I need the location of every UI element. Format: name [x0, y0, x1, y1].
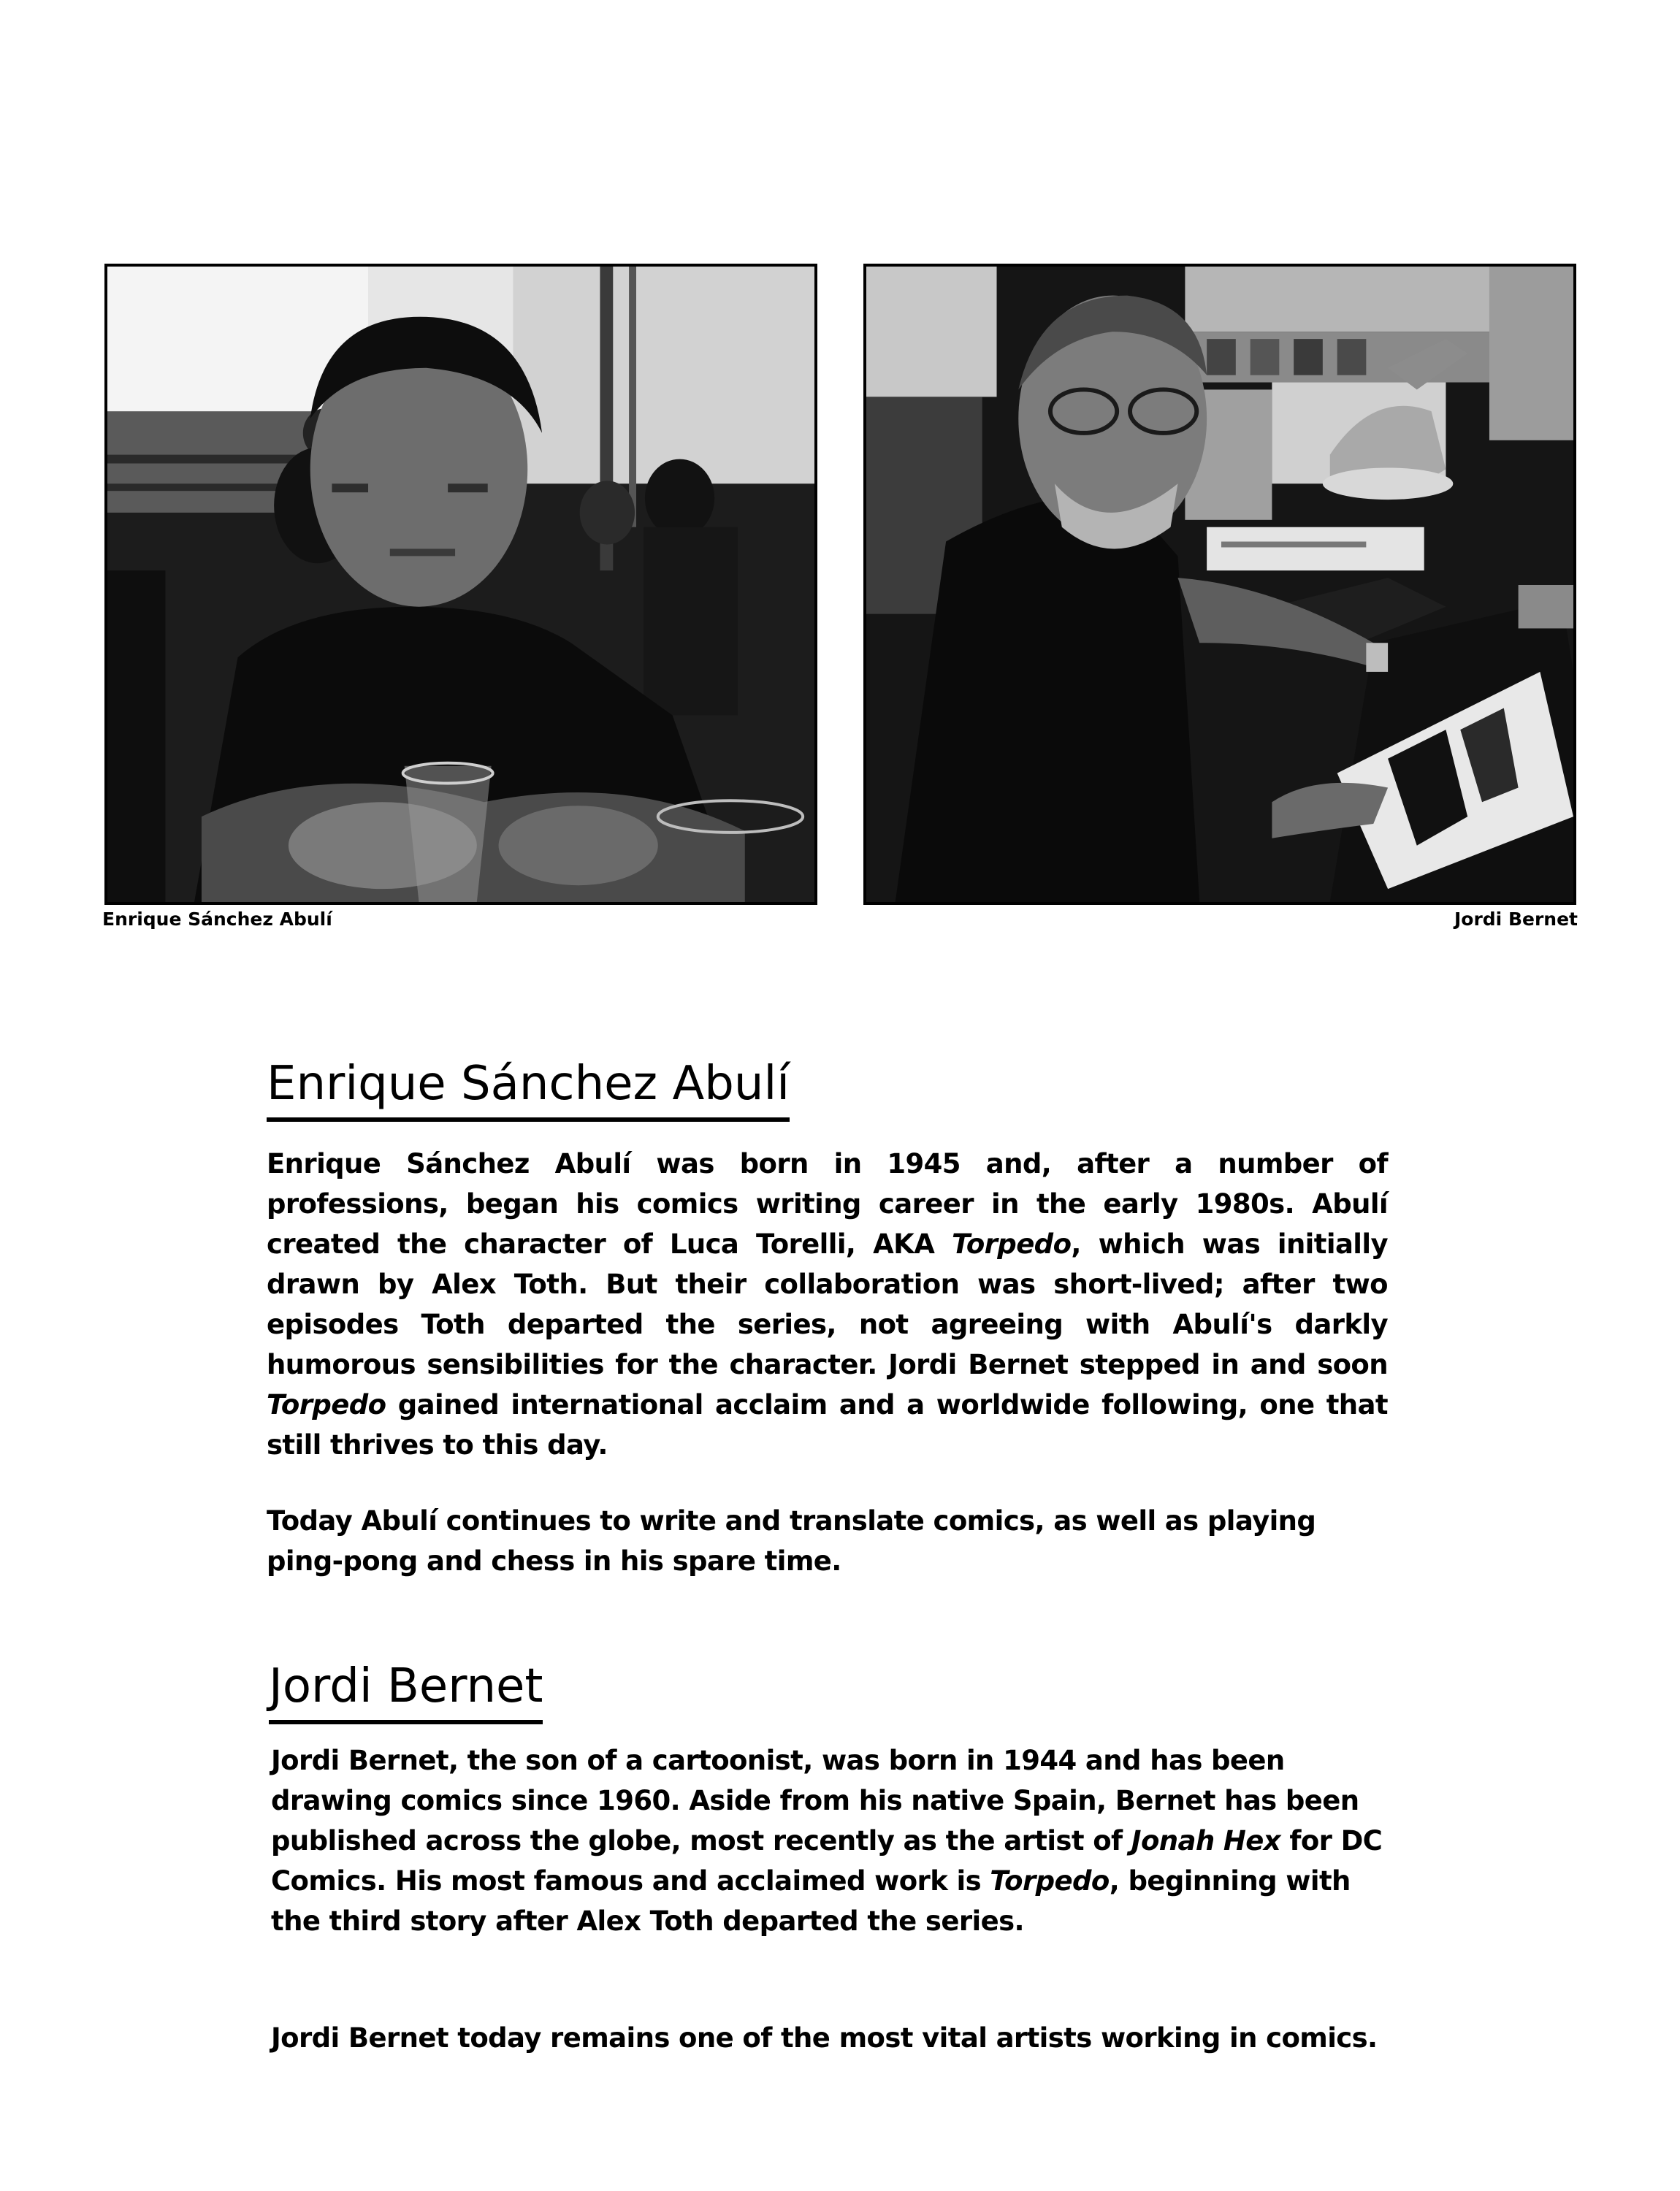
bio-text: , which was initially drawn by Alex Toth. But their collaboration was short-lived; after two episodes Toth departed the series, not agreeing with Abulí's darkly humorous sensibilities for the character. Jordi Bernet stepped in and soon — [267, 1228, 1388, 1380]
portrait-illustration-abuli — [107, 267, 814, 902]
bio-paragraph-bernet-1 — [271, 1740, 1392, 1941]
bio-paragraph-abuli-1 — [267, 1144, 1388, 1465]
photo-caption-bernet: Jordi Bernet — [1454, 909, 1578, 930]
title-torpedo: Torpedo — [951, 1228, 1072, 1260]
bio-paragraph-bernet-2: Jordi Bernet today remains one of the most vital artists working in comics. — [271, 2022, 1378, 2054]
section-heading-bernet: Jordi Bernet — [269, 1659, 543, 1724]
bio-text: Enrique Sánchez Abulí was born in 1945 and, after a number of professions, began his comics writing career in the early 1980s. Abulí created the character of Luca Torelli, AKA — [267, 1148, 1388, 1260]
photo-jordi-bernet — [863, 264, 1576, 905]
section-heading-abuli: Enrique Sánchez Abulí — [267, 1056, 790, 1122]
bio-paragraph-abuli-2: Today Abulí continues to write and translate comics, as well as playing ping-pong and chess in his spare time. — [267, 1505, 1316, 1577]
photo-enrique-sanchez-abuli — [104, 264, 817, 905]
bio-text: Jordi Bernet, the son of a cartoonist, was born in 1944 and has been drawing comics since 1960. Aside from his native Spain, Bernet has been published across the globe, most recently as the artist of — [271, 1745, 1359, 1857]
title-torpedo: Torpedo — [267, 1389, 386, 1420]
bio-text: gained international acclaim and a worldwide following, one that still thrives to this day. — [267, 1389, 1388, 1461]
photo-caption-abuli: Enrique Sánchez Abulí — [102, 909, 332, 930]
bio-text: for DC Comics. His most famous and acclaimed work is — [271, 1825, 1383, 1897]
title-torpedo: Torpedo — [990, 1865, 1110, 1897]
portrait-illustration-bernet — [866, 267, 1573, 902]
bio-text: , beginning with the third story after Alex Toth departed the series. — [271, 1865, 1351, 1937]
title-jonah-hex: Jonah Hex — [1131, 1825, 1281, 1857]
